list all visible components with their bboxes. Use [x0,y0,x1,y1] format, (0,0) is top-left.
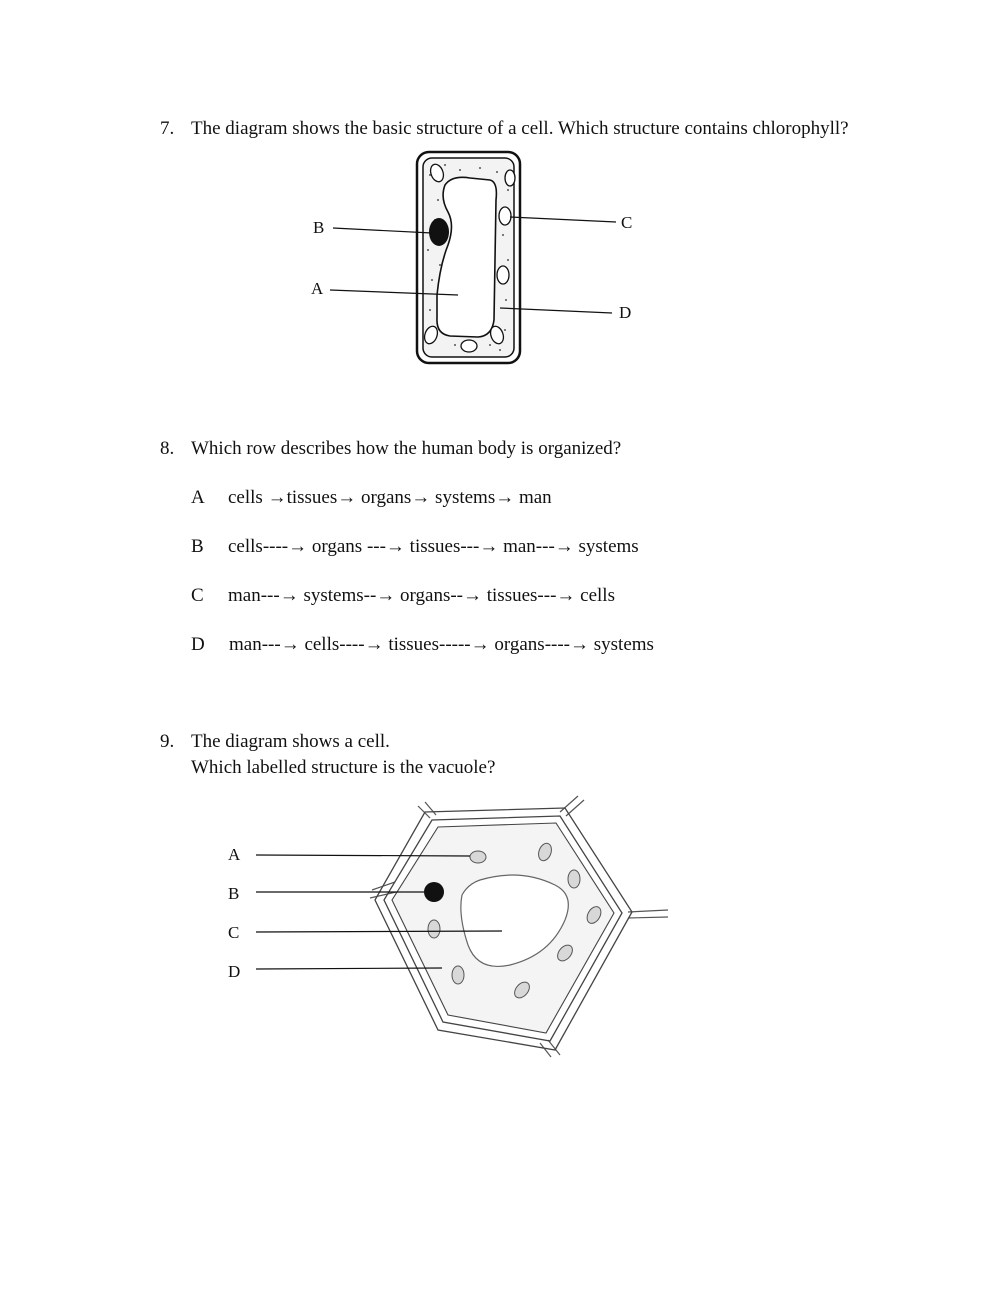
option-letter: C [191,585,204,606]
question-8-number: 8. [160,438,175,459]
question-9-number: 9. [160,731,175,752]
option-text: man---→ cells----→ tissues-----→ organs----→ systems [229,634,654,655]
option-text: cells----→ organs ---→ tissues---→ man---→ systems [228,536,639,557]
plant-cell-diagram-q9 [0,780,1000,1080]
nucleus [429,218,449,246]
option-text: cells →tissues→ organs→ systems→ man [228,487,552,508]
option-letter: B [191,536,204,557]
question-8-text: Which row describes how the human body is organized? [191,438,622,459]
plant-cell-diagram-q7 [0,0,1000,420]
option-text: man---→ systems--→ organs--→ tissues---→ cells [228,585,615,606]
question-9-line-2: Which labelled structure is the vacuole? [191,757,496,778]
question-7-number: 7. [160,118,175,139]
q9-label-d: D [228,962,241,981]
q9-label-b: B [228,884,240,903]
option-letter: D [191,634,205,655]
q7-label-d: D [619,303,632,322]
q7-label-b: B [313,218,325,237]
question-7-text: The diagram shows the basic structure of a cell. Which structure contains chlorophyll? [191,118,849,139]
option-letter: A [191,487,205,508]
q7-label-c: C [621,213,633,232]
q7-label-a: A [311,279,324,298]
q9-label-a: A [228,845,241,864]
question-9-line-1: The diagram shows a cell. [191,731,390,752]
nucleus [424,882,444,902]
q9-label-c: C [228,923,240,942]
